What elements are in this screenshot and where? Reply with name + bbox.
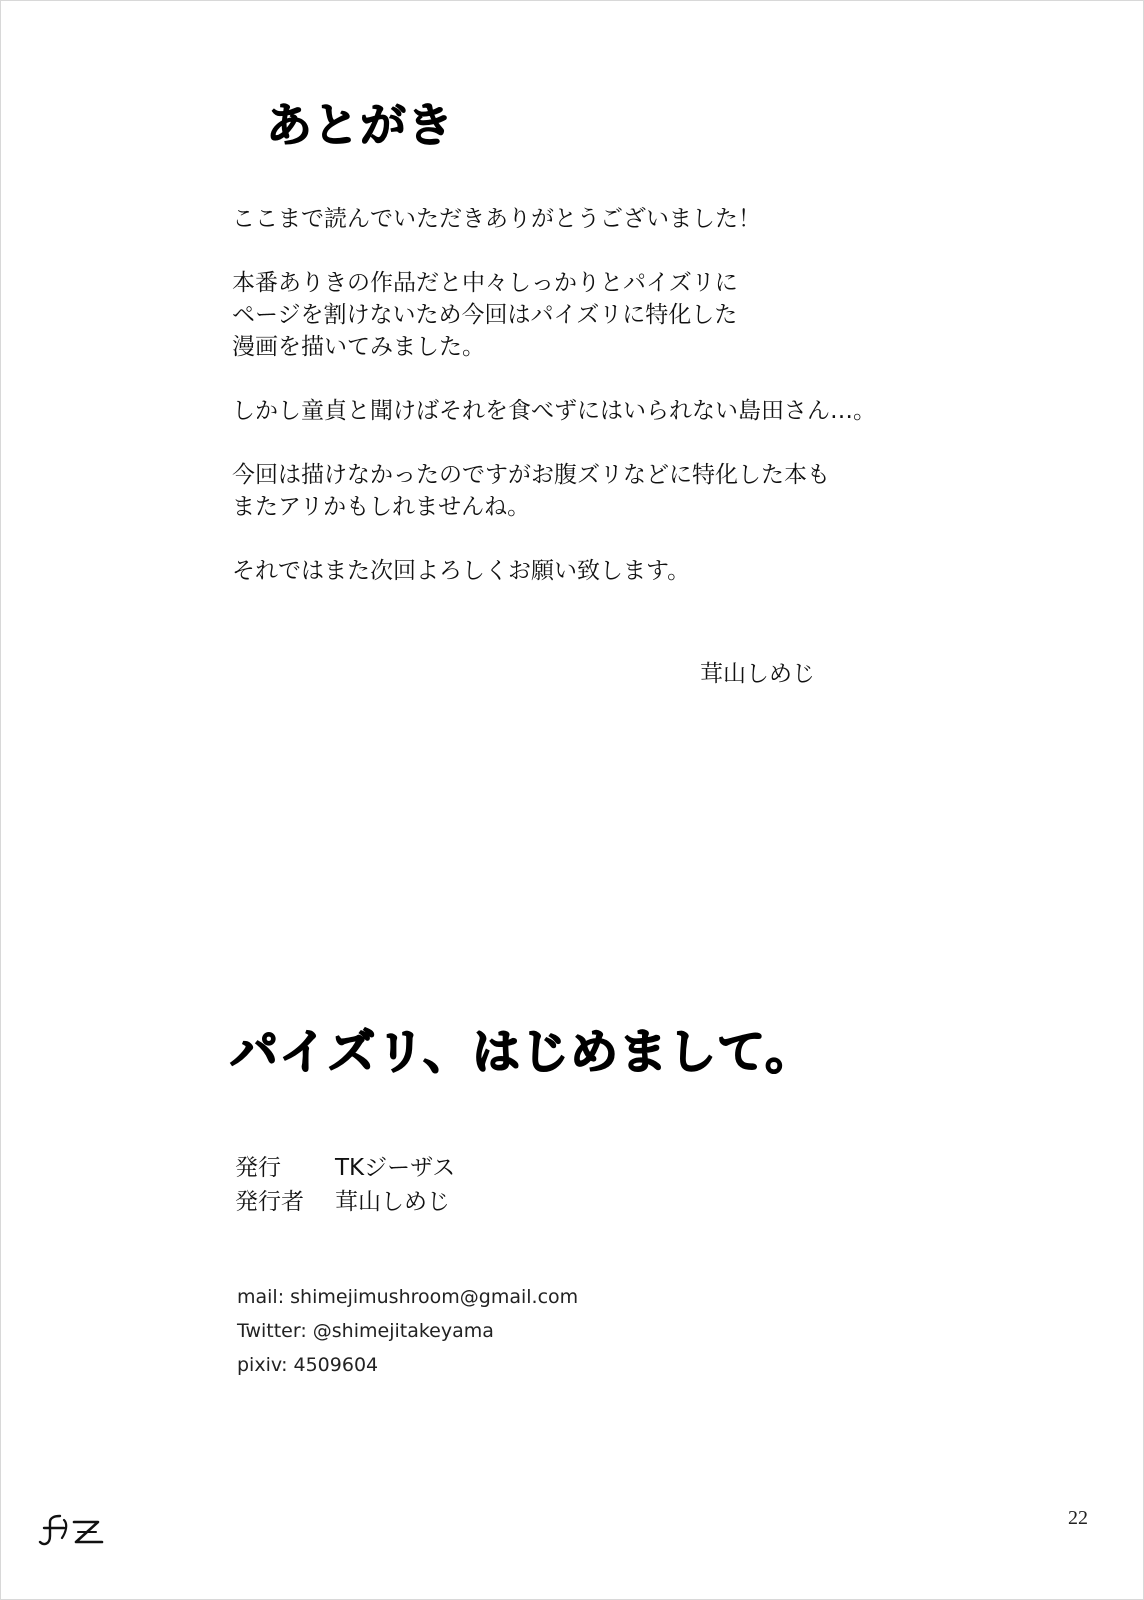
afterword-heading: あとがき (266, 98, 454, 152)
author-value: 茸山しめじ (335, 1189, 450, 1215)
circle-logo-icon (34, 1512, 110, 1552)
afterword-line: 漫画を描いてみました。 (232, 334, 485, 360)
afterword-paragraph-3 (232, 395, 912, 427)
afterword-body (232, 203, 912, 587)
publisher-value: TKジーザス (335, 1155, 456, 1181)
afterword-signature: 茸山しめじ (700, 661, 815, 687)
afterword-line: またアリかもしれませんね。 (232, 494, 531, 520)
mail-contact: mail: shimejimushroom@gmail.com (237, 1286, 579, 1308)
publisher-label: 発行 (235, 1155, 281, 1181)
page-number: 22 (1068, 1507, 1088, 1529)
colophon (235, 1151, 455, 1219)
colophon-author-row (235, 1185, 455, 1219)
afterword-line: 本番ありきの作品だと中々しっかりとパイズリに (232, 270, 738, 296)
colophon-publisher-row (235, 1151, 455, 1185)
pixiv-contact: pixiv: 4509604 (237, 1354, 379, 1376)
afterword-line: ここまで読んでいただきありがとうございました！ (232, 206, 761, 232)
afterword-line: それではまた次回よろしくお願い致します。 (232, 558, 691, 584)
afterword-line: しかし童貞と聞けばそれを食べずにはいられない島田さん…。 (232, 398, 876, 424)
afterword-paragraph-2 (232, 267, 912, 363)
book-title: パイズリ、はじめまして。 (230, 1024, 815, 1080)
afterword-paragraph-4 (232, 459, 912, 523)
author-label: 発行者 (235, 1189, 304, 1215)
afterword-paragraph-5 (232, 555, 912, 587)
afterword-line: ページを割けないため今回はパイズリに特化した (232, 302, 738, 328)
afterword-line: 今回は描けなかったのですがお腹ズリなどに特化した本も (232, 462, 830, 488)
contact-info (237, 1280, 578, 1382)
twitter-contact: Twitter: @shimejitakeyama (237, 1320, 494, 1342)
afterword-paragraph-1 (232, 203, 912, 235)
